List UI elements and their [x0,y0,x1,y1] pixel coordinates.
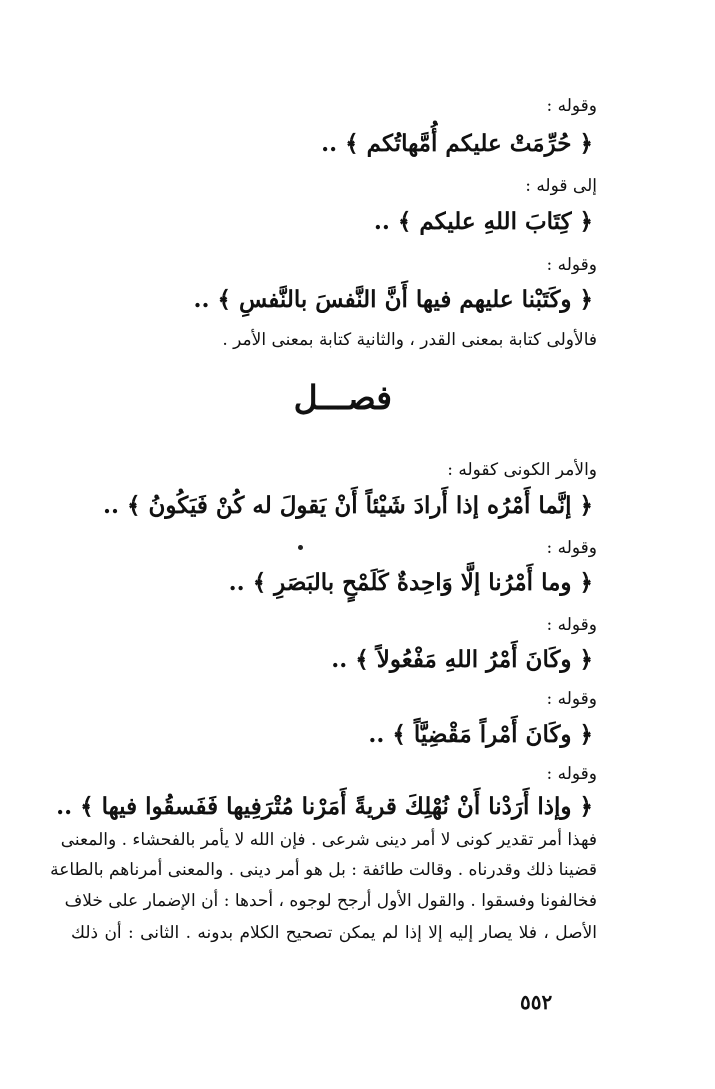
quran-verse-2: ﴿ كِتَابَ اللهِ عليكم ﴾ .. [373,208,593,235]
intro-label-5: وقوله : [546,538,597,558]
paragraph-line-3: فخالفونا وفسقوا . والقول الأول أرجح لوجوه ، أحدها : أن الإضمار على خلاف [64,891,597,911]
quran-verse-7: ﴿ وكَانَ أَمْراً مَقْضِيَّاً ﴾ .. [368,721,593,748]
intro-label-3: وقوله : [546,255,597,275]
intro-label-4: والأمر الكونى كقوله : [447,460,597,480]
quran-verse-6: ﴿ وكَانَ أَمْرُ اللهِ مَفْعُولاً ﴾ .. [331,646,593,673]
stray-dot [298,545,303,550]
intro-label-6: وقوله : [546,615,597,635]
intro-label-2: إلى قوله : [525,176,597,196]
section-heading [293,378,392,417]
quran-verse-5: ﴿ وما أَمْرُنا إلَّا وَاحِدةٌ كَلَمْحٍ بالبَصَرِ ﴾ .. [228,569,593,596]
paragraph-line-2: قضينا ذلك وقدرناه . وقالت طائفة : بل هو أمر دينى . والمعنى أمرناهم بالطاعة [50,860,597,880]
quran-verse-8: ﴿ وإذا أَرَدْنا أَنْ نُهْلِكَ قريةً أَمَرْنا مُتْرَفِيها فَفَسقُوا فيها ﴾ .. [56,793,593,820]
quran-verse-4: ﴿ إنَّما أَمْرُه إذا أَرادَ شَيْئاً أَنْ يَقولَ له كُنْ فَيَكُونُ ﴾ .. [102,492,593,519]
quran-verse-3: ﴿ وكَتَبْنا عليهم فيها أَنَّ النَّفسَ بالنَّفسِ ﴾ .. [193,286,593,313]
intro-label-7: وقوله : [546,689,597,709]
explanation-line: فالأولى كتابة بمعنى القدر ، والثانية كتابة بمعنى الأمر . [222,330,597,350]
intro-label-8: وقوله : [546,764,597,784]
page-number: ٥٥٢ [520,990,553,1014]
paragraph-line-1: فهذا أمر تقدير كونى لا أمر دينى شرعى . فإن الله لا يأمر بالفحشاء . والمعنى [60,830,597,850]
section-heading-text: فصـــل [293,378,392,417]
quran-verse-1: ﴿ حُرِّمَتْ عليكم أُمَّهاتُكم ﴾ .. [321,130,593,157]
intro-label-1: وقوله : [546,96,597,116]
paragraph-line-4: الأصل ، فلا يصار إليه إلا إذا لم يمكن تصحيح الكلام بدونه . الثانى : أن ذلك [71,923,597,943]
